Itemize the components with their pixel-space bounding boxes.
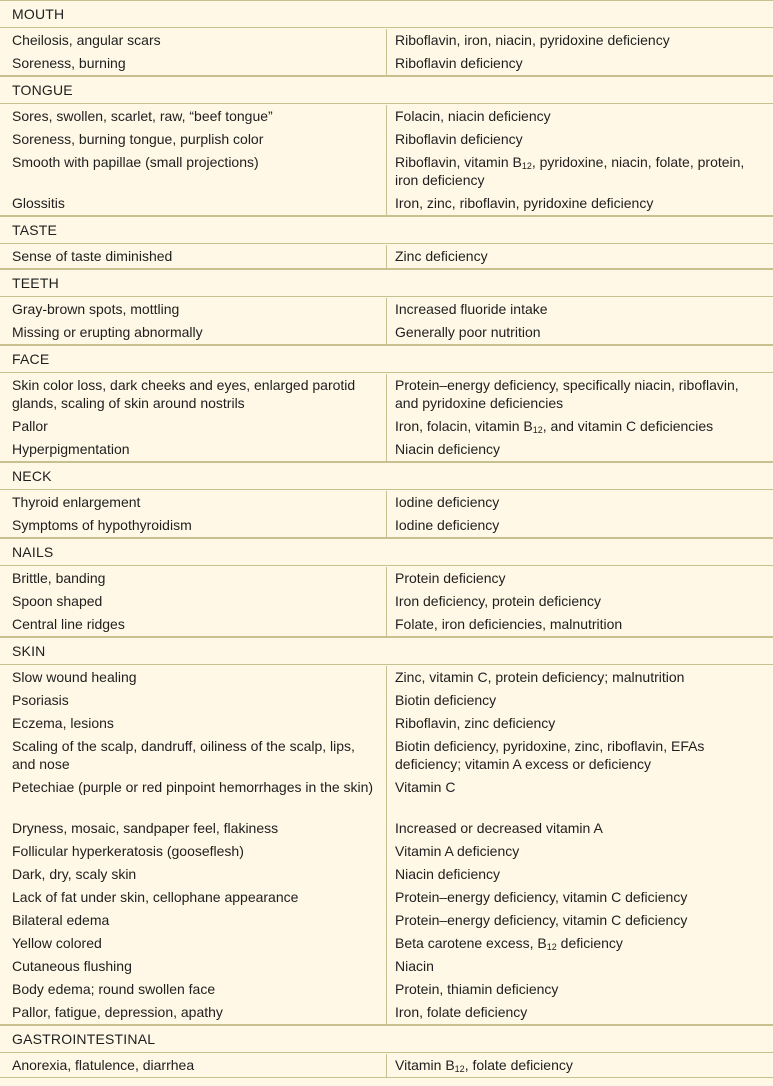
section-header-tongue: TONGUE [0, 76, 773, 103]
clinical-sign: Dryness, mosaic, sandpaper feel, flakiness [12, 820, 279, 836]
section-body-nails [0, 565, 773, 637]
clinical-sign: Scaling of the scalp, dandruff, oiliness of the scalp, lips, and nose [12, 738, 355, 772]
section-body-teeth [0, 296, 773, 345]
nutrient-cause: Zinc deficiency [395, 248, 488, 264]
clinical-sign: Pallor, fatigue, depression, apathy [12, 1004, 223, 1020]
clinical-sign: Pallor [12, 418, 48, 434]
clinical-sign: Petechiae (purple or red pinpoint hemorrhages in the skin) [12, 779, 374, 795]
clinical-sign: Cutaneous flushing [12, 958, 132, 974]
clinical-sign: Body edema; round swollen face [12, 981, 216, 997]
signs-column [0, 567, 387, 636]
nutrient-cause: Beta carotene excess, $B_{12}$ deficiency [395, 935, 623, 952]
clinical-sign: Hyperpigmentation [12, 441, 130, 457]
causes-column [387, 29, 773, 75]
nutrient-cause: Zinc, vitamin C, protein deficiency; malnutrition [395, 669, 685, 685]
clinical-sign: Bilateral edema [12, 912, 110, 928]
section-body-skin [0, 664, 773, 1025]
signs-column [0, 105, 387, 215]
nutrient-cause: Protein, thiamin deficiency [395, 981, 559, 997]
section-body-taste [0, 243, 773, 269]
nutrient-cause: Iron, folate deficiency [395, 1004, 528, 1020]
nutrient-cause: Riboflavin, vitamin $B_{12}$, pyridoxine, niacin, folate, protein, iron deficiency [395, 154, 745, 188]
clinical-sign: Glossitis [12, 195, 65, 211]
causes-column [387, 105, 773, 215]
clinical-sign: Skin color loss, dark cheeks and eyes, enlarged parotid glands, scaling of skin around nostrils [12, 377, 356, 411]
section-body-face [0, 372, 773, 462]
clinical-sign: Sense of taste diminished [12, 248, 173, 264]
clinical-sign: Central line ridges [12, 616, 125, 632]
signs-column [0, 245, 387, 268]
section-header-neck: NECK [0, 462, 773, 489]
causes-column [387, 1054, 773, 1077]
clinical-sign: Yellow colored [12, 935, 102, 951]
signs-column [0, 298, 387, 344]
clinical-sign: Lack of fat under skin, cellophane appearance [12, 889, 299, 905]
nutrient-cause: Vitamin A deficiency [395, 843, 520, 859]
section-header-teeth: TEETH [0, 269, 773, 296]
clinical-sign: Soreness, burning tongue, purplish color [12, 131, 264, 147]
section-body-tongue [0, 103, 773, 216]
signs-column [0, 491, 387, 537]
clinical-sign: Spoon shaped [12, 593, 103, 609]
nutrient-cause: Iodine deficiency [395, 517, 500, 533]
nutrient-cause: Iron, folacin, vitamin $B_{12}$, and vitamin C deficiencies [395, 418, 714, 435]
section-header-face: FACE [0, 345, 773, 372]
nutrient-cause: Biotin deficiency, pyridoxine, zinc, riboflavin, EFAs deficiency; vitamin A excess or deficiency [395, 738, 705, 772]
nutrient-cause: Riboflavin, iron, niacin, pyridoxine deficiency [395, 32, 670, 48]
causes-column [387, 567, 773, 636]
clinical-sign: Smooth with papillae (small projections) [12, 154, 259, 170]
signs-column [0, 1054, 387, 1077]
nutrient-cause: Protein deficiency [395, 570, 506, 586]
nutrient-cause: Iodine deficiency [395, 494, 500, 510]
clinical-sign: Soreness, burning [12, 55, 126, 71]
clinical-sign: Symptoms of hypothyroidism [12, 517, 192, 533]
clinical-sign: Gray-brown spots, mottling [12, 301, 180, 317]
section-header-taste: TASTE [0, 216, 773, 243]
causes-column [387, 374, 773, 461]
nutrient-cause: Increased fluoride intake [395, 301, 548, 317]
nutrient-cause: Iron, zinc, riboflavin, pyridoxine deficiency [395, 195, 654, 211]
signs-column [0, 666, 387, 1024]
nutrient-cause: Protein–energy deficiency, specifically niacin, riboflavin, and pyridoxine deficiencies [395, 377, 739, 411]
causes-column [387, 666, 773, 1024]
clinical-sign: Slow wound healing [12, 669, 137, 685]
clinical-sign: Sores, swollen, scarlet, raw, “beef tongue” [12, 108, 273, 124]
clinical-sign: Dark, dry, scaly skin [12, 866, 137, 882]
nutrient-cause: Generally poor nutrition [395, 324, 541, 340]
signs-column [0, 374, 387, 461]
clinical-sign: Anorexia, flatulence, diarrhea [12, 1057, 195, 1073]
nutrient-cause: Increased or decreased vitamin A [395, 820, 603, 836]
section-header-gastrointestinal: GASTROINTESTINAL [0, 1025, 773, 1052]
nutrient-cause: Vitamin C [395, 779, 456, 795]
clinical-sign: Brittle, banding [12, 570, 106, 586]
section-body-neck [0, 489, 773, 538]
nutrient-cause: Vitamin $B_{12}$, folate deficiency [395, 1057, 573, 1074]
causes-column [387, 491, 773, 537]
clinical-sign: Psoriasis [12, 692, 69, 708]
nutrient-cause: Folacin, niacin deficiency [395, 108, 551, 124]
section-header-mouth: MOUTH [0, 0, 773, 27]
causes-column [387, 298, 773, 344]
signs-column [0, 29, 387, 75]
nutrient-cause: Protein–energy deficiency, vitamin C deficiency [395, 889, 688, 905]
nutrient-cause: Riboflavin deficiency [395, 55, 523, 71]
nutrient-cause: Niacin [395, 958, 434, 974]
clinical-sign: Thyroid enlargement [12, 494, 141, 510]
section-body-mouth [0, 27, 773, 76]
section-header-nails: NAILS [0, 538, 773, 565]
nutrient-cause: Folate, iron deficiencies, malnutrition [395, 616, 623, 632]
section-header-skin: SKIN [0, 637, 773, 664]
nutrient-cause: Riboflavin, zinc deficiency [395, 715, 556, 731]
nutrient-cause: Riboflavin deficiency [395, 131, 523, 147]
nutrient-cause: Iron deficiency, protein deficiency [395, 593, 601, 609]
nutrient-cause: Niacin deficiency [395, 441, 501, 457]
clinical-sign: Missing or erupting abnormally [12, 324, 203, 340]
nutrient-cause: Biotin deficiency [395, 692, 497, 708]
nutrient-cause: Niacin deficiency [395, 866, 501, 882]
causes-column [387, 245, 773, 268]
section-body-gastrointestinal [0, 1052, 773, 1078]
clinical-sign: Cheilosis, angular scars [12, 32, 161, 48]
clinical-sign: Eczema, lesions [12, 715, 114, 731]
clinical-sign: Follicular hyperkeratosis (gooseflesh) [12, 843, 244, 859]
nutrient-cause: Protein–energy deficiency, vitamin C deficiency [395, 912, 688, 928]
